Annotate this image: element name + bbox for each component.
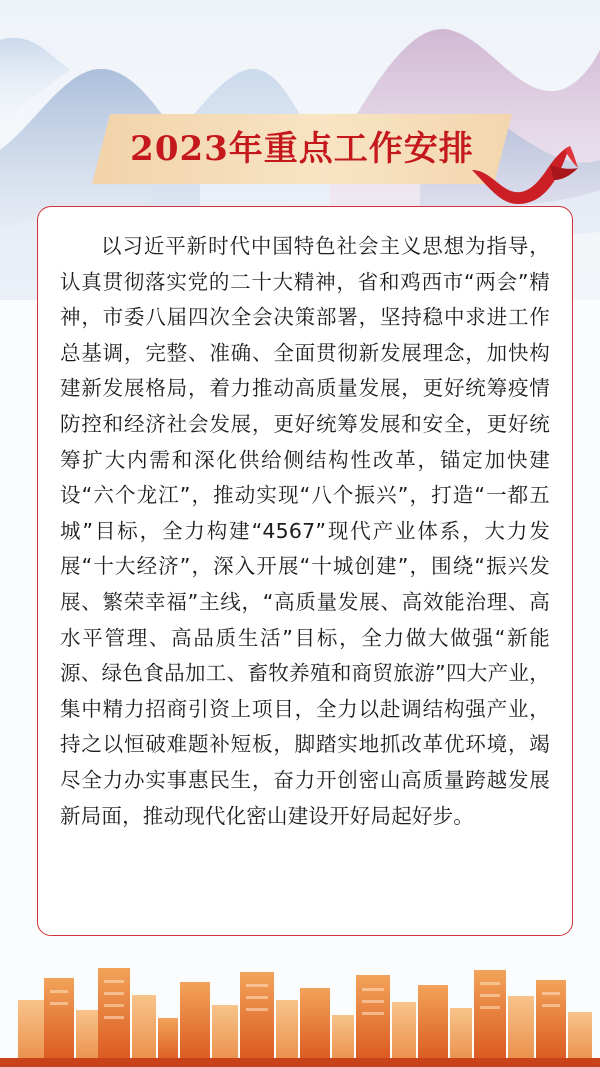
city-skyline-illustration bbox=[0, 960, 600, 1067]
red-ribbon-icon bbox=[470, 140, 580, 210]
work-plan-paragraph: 以习近平新时代中国特色社会主义思想为指导，认真贯彻落实党的二十大精神，省和鸡西市“两会”精神，市委八届四次全会决策部署，坚持稳中求进工作总基调，完整、准确、全面贯彻新发展理念，加快构建新发展格局，着力推动高质量发展，更好统筹疫情防控和经济社会发展，更好统筹发展和安全，更好统筹扩大内需和深化供给侧结构性改革，锚定加快建设“六个龙江”，推动实现“八个振兴”，打造“一都五城”目标，全力构建“4567”现代产业体系，大力发展“十大经济”，深入开展“十城创建”，围绕“振兴发展、繁荣幸福”主线，“高质量发展、高效能治理、高水平管理、高品质生活”目标，全力做大做强“新能源、绿色食品加工、畜牧养殖和商贸旅游”四大产业，集中精力招商引资上项目，全力以赴调结构强产业，持之以恒破难题补短板，脚踏实地抓改革优环境，竭尽全力办实事惠民生，奋力开创密山高质量跨越发展新局面，推动现代化密山建设开好局起好步。 bbox=[60, 234, 550, 828]
content-card bbox=[37, 206, 573, 936]
page-title: 2023年重点工作安排 bbox=[130, 129, 474, 169]
title-banner bbox=[92, 114, 512, 184]
